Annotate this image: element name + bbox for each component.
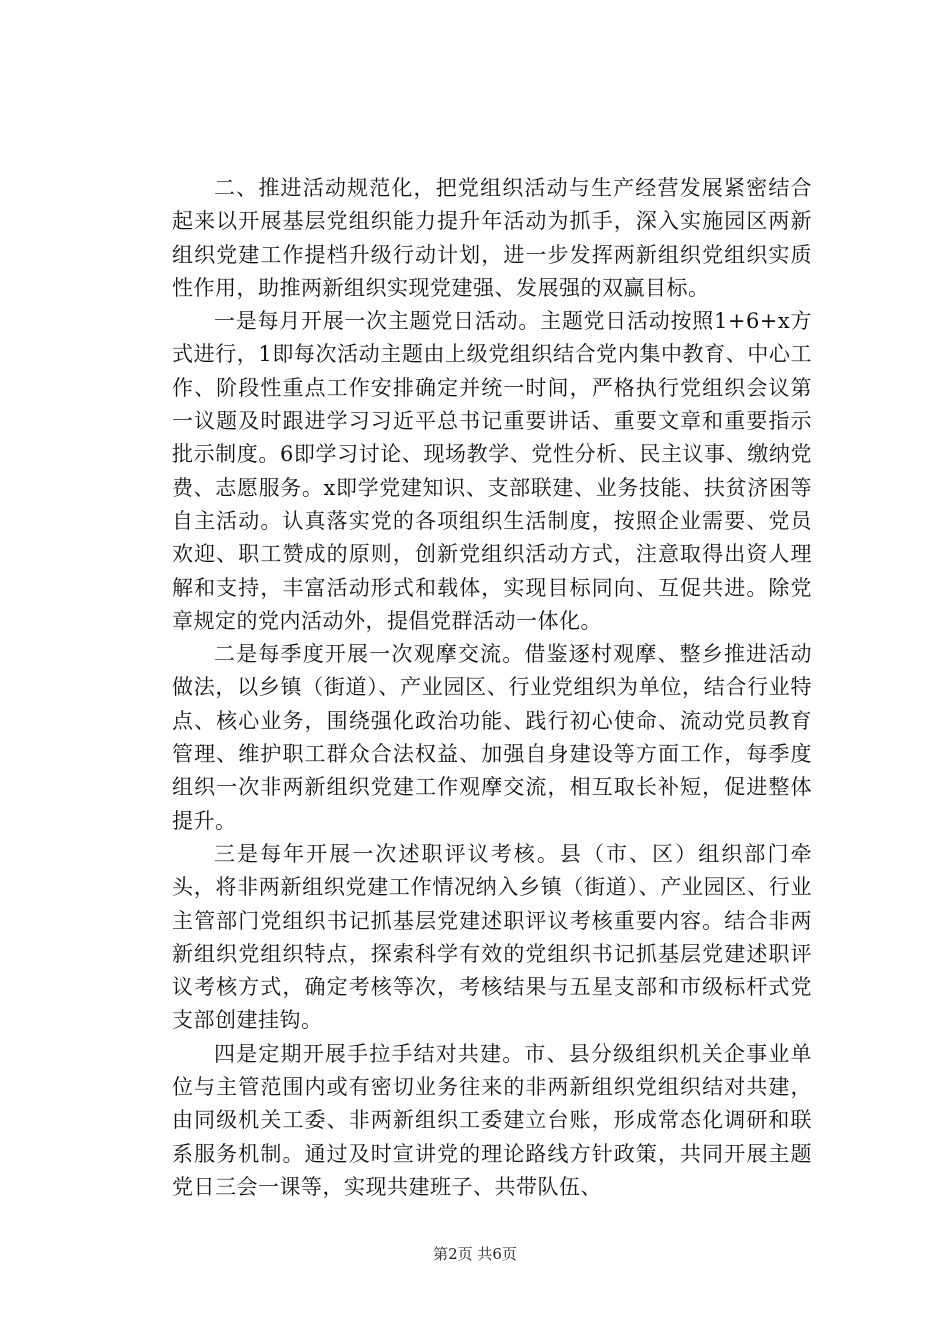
page-number-footer: 第2页 共6页 [433, 1245, 517, 1263]
paragraph-quarterly-observation: 二是每季度开展一次观摩交流。借鉴逐村观摩、整乡推进活动做法，以乡镇（街道）、产业园区、行业党组织为单位，结合行业特点、核心业务，围绕强化政治功能、践行初心使命、流动党员教育管理、维护职工群众合法权益、加强自身建设等方面工作，每季度组织一次非两新组织党建工作观摩交流，相互取长补短，促进整体提升。 [172, 642, 812, 833]
paragraph-pairing-construction: 四是定期开展手拉手结对共建。市、县分级组织机关企事业单位与主管范围内或有密切业务往来的非两新组织党组织结对共建，由同级机关工委、非两新组织工委建立台账，形成常态化调研和联系服务机制。通过及时宣讲党的理论路线方针政策，共同开展主题党日三会一课等，实现共建班子、共带队伍、 [172, 1041, 812, 1199]
paragraph-monthly-party-day: 一是每月开展一次主题党日活动。主题党日活动按照1+6+x方式进行，1即每次活动主题由上级党组织结合党内集中教育、中心工作、阶段性重点工作安排确定并统一时间，严格执行党组织会议第一议题及时跟进学习习近平总书记重要讲话、重要文章和重要指示批示制度。6即学习讨论、现场教学、党性分析、民主议事、缴纳党费、志愿服务。x即学党建知识、支部联建、业务技能、扶贫济困等自主活动。认真落实党的各项组织生活制度，按照企业需要、党员欢迎、职工赞成的原则，创新党组织活动方式，注意取得出资人理解和支持，丰富活动形式和载体，实现目标同向、互促共进。除党章规定的党内活动外，提倡党群活动一体化。 [172, 309, 812, 633]
paragraph-annual-review: 三是每年开展一次述职评议考核。县（市、区）组织部门牵头，将非两新组织党建工作情况纳入乡镇（街道）、产业园区、行业主管部门党组织书记抓基层党建述职评议考核重要内容。结合非两新组织党组织特点，探索科学有效的党组织书记抓基层党建述职评议考核方式，确定考核等次，考核结果与五星支部和市级标杆式党支部创建挂钩。 [172, 841, 812, 1033]
document-body [172, 172, 812, 1204]
paragraph-activity-standardization: 二、推进活动规范化，把党组织活动与生产经营发展紧密结合起来以开展基层党组织能力提升年活动为抓手，深入实施园区两新组织党建工作提档升级行动计划，进一步发挥两新组织党组织实质性作用，助推两新组织实现党建强、发展强的双赢目标。 [172, 176, 812, 300]
